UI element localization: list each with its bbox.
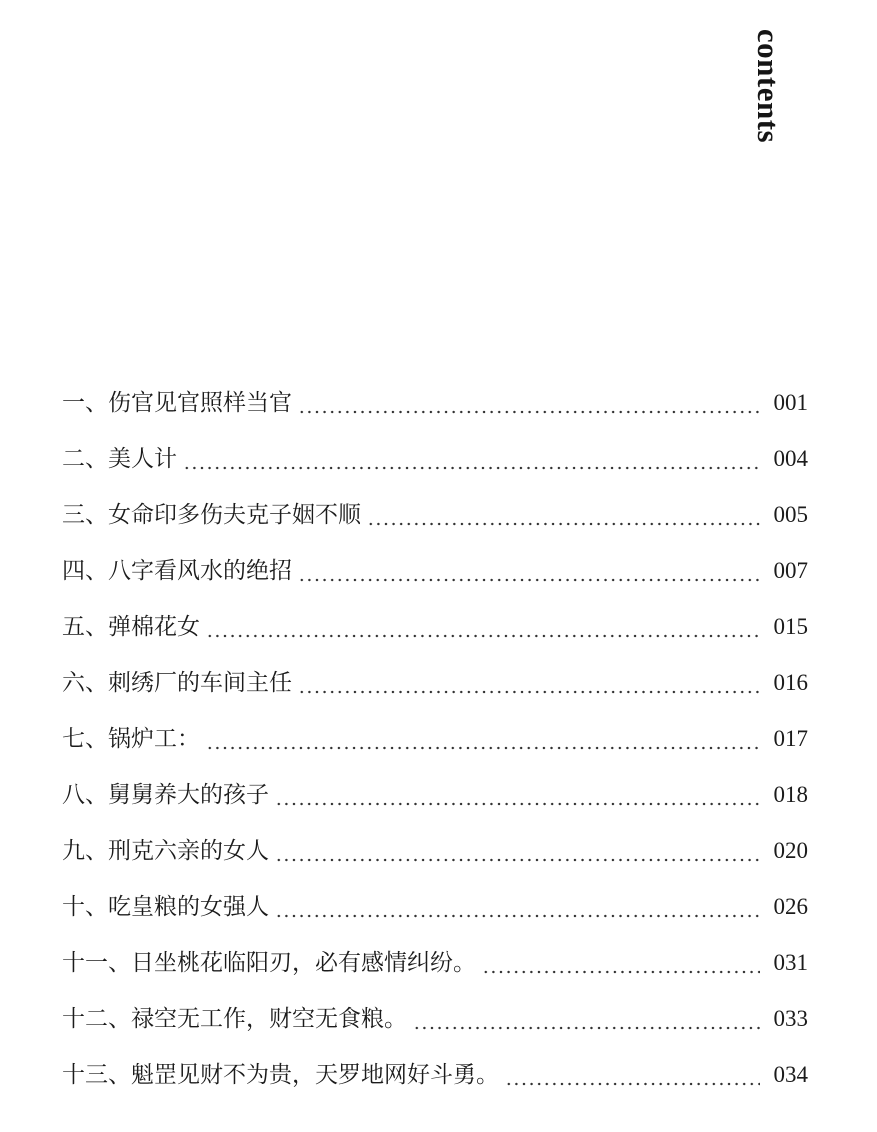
toc-entry-title: 十一、日坐桃花临阳刃，必有感情纠纷。	[62, 950, 476, 976]
toc-entry-1[interactable]	[62, 366, 808, 422]
toc-entry-10[interactable]	[62, 870, 808, 926]
toc-entry-page: 020	[773, 838, 808, 863]
toc-leader-dots	[206, 612, 760, 642]
toc-entry-page: 034	[773, 1062, 808, 1087]
toc-leader-dots	[505, 1060, 760, 1090]
toc-entry-title: 六、刺绣厂的车间主任	[62, 670, 292, 696]
toc-entry-page: 017	[773, 726, 808, 751]
toc-entry-page: 016	[773, 670, 808, 695]
toc-entry-7[interactable]	[62, 702, 808, 758]
toc-entry-8[interactable]	[62, 758, 808, 814]
toc-entry-4[interactable]	[62, 534, 808, 590]
toc-entry-13[interactable]	[62, 1038, 808, 1094]
toc-entry-page: 015	[773, 614, 808, 639]
contents-heading-text: contents	[751, 28, 786, 144]
toc-entry-title: 十、吃皇粮的女强人	[62, 894, 269, 920]
toc-entry-title: 五、弹棉花女	[62, 614, 200, 640]
toc-entry-page: 001	[773, 390, 808, 415]
toc-leader-dots	[206, 724, 760, 754]
contents-heading	[748, 30, 788, 142]
toc-entry-page: 007	[773, 558, 808, 583]
toc-leader-dots	[275, 780, 760, 810]
toc-leader-dots	[298, 388, 760, 418]
toc-entry-5[interactable]	[62, 590, 808, 646]
toc-entry-12[interactable]	[62, 982, 808, 1038]
toc-leader-dots	[367, 500, 760, 530]
toc-entry-page: 005	[773, 502, 808, 527]
toc-entry-9[interactable]	[62, 814, 808, 870]
toc-leader-dots	[298, 668, 760, 698]
toc-leader-dots	[413, 1004, 760, 1034]
toc-entry-6[interactable]	[62, 646, 808, 702]
toc-entry-title: 三、女命印多伤夫克子姻不顺	[62, 502, 361, 528]
toc-entry-title: 四、八字看风水的绝招	[62, 558, 292, 584]
toc-entry-page: 004	[773, 446, 808, 471]
toc-leader-dots	[482, 948, 760, 978]
toc-entry-title: 十三、魁罡见财不为贵，天罗地网好斗勇。	[62, 1062, 499, 1088]
toc-entry-title: 二、美人计	[62, 446, 177, 472]
toc-entry-2[interactable]	[62, 422, 808, 478]
toc-entry-title: 八、舅舅养大的孩子	[62, 782, 269, 808]
toc-entry-title: 七、锅炉工：	[62, 726, 200, 752]
toc-leader-dots	[183, 444, 760, 474]
toc-entry-title: 十二、禄空无工作，财空无食粮。	[62, 1006, 407, 1032]
toc-leader-dots	[275, 836, 760, 866]
toc-entry-page: 031	[773, 950, 808, 975]
table-of-contents	[62, 366, 808, 1094]
toc-entry-title: 一、伤官见官照样当官	[62, 390, 292, 416]
toc-entry-page: 018	[773, 782, 808, 807]
toc-entry-title: 九、刑克六亲的女人	[62, 838, 269, 864]
toc-leader-dots	[275, 892, 760, 922]
toc-entry-page: 026	[773, 894, 808, 919]
toc-entry-3[interactable]	[62, 478, 808, 534]
toc-entry-page: 033	[773, 1006, 808, 1031]
toc-entry-11[interactable]	[62, 926, 808, 982]
toc-leader-dots	[298, 556, 760, 586]
